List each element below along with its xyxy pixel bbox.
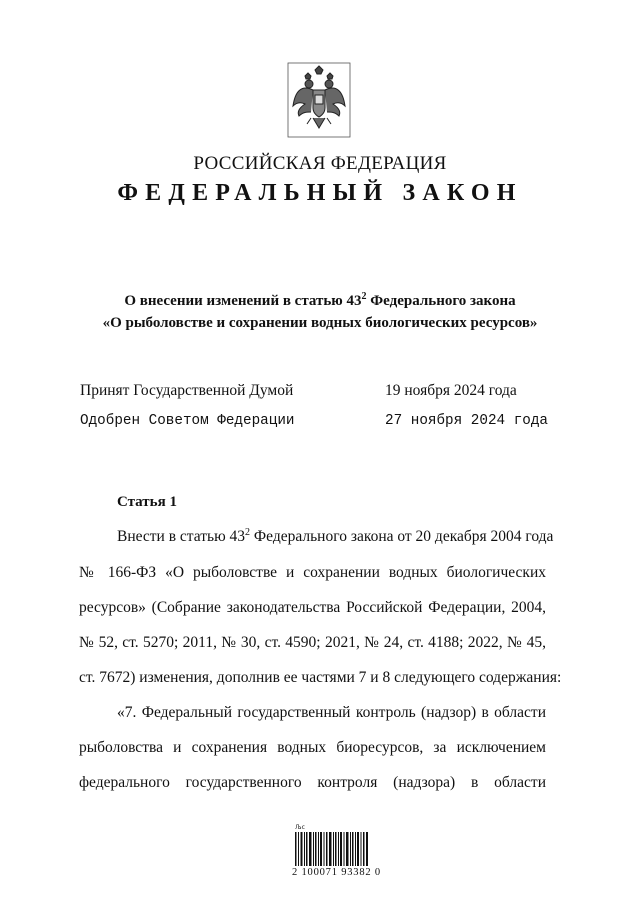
barcode-icon: [293, 823, 371, 866]
law-title-superscript: 2: [361, 291, 367, 302]
article-line-2: № 166-ФЗ «О рыболовстве и сохранении водных биологических: [79, 564, 546, 581]
svg-text:Љс: Љс: [295, 824, 305, 831]
article-line-1-end: Федерального закона от 20 декабря 2004 года: [250, 528, 554, 545]
law-type-heading: ФЕДЕРАЛЬНЫЙ ЗАКОН: [117, 180, 523, 206]
article-line-1: [117, 526, 554, 546]
article-line-1-superscript: 2: [245, 526, 251, 538]
article-line-8: федерального государственного контроля (надзора) в области: [79, 774, 546, 791]
article-line-3: ресурсов» (Собрание законодательства Российской Федерации, 2004,: [79, 599, 546, 616]
law-title-prefix: О внесении изменений в статью 43: [124, 293, 362, 309]
duma-adoption-label: Принят Государственной Думой: [80, 382, 294, 399]
law-title-line-2: «О рыболовстве и сохранении водных биологических ресурсов»: [102, 315, 538, 331]
article-line-7: рыболовства и сохранения водных биоресурсов, за исключением: [79, 739, 546, 756]
council-approval-date: 27 ноября 2024 года: [385, 413, 549, 429]
law-title-suffix: Федерального закона: [366, 293, 516, 309]
article-line-1-start: Внести в статью 43: [117, 528, 246, 545]
article-heading: Статья 1: [117, 494, 177, 510]
law-title-line-1: [0, 293, 640, 310]
article-line-6: «7. Федеральный государственный контроль (надзор) в области: [117, 704, 546, 721]
article-line-4: № 52, ст. 5270; 2011, № 30, ст. 4590; 2021, № 24, ст. 4188; 2022, № 45,: [79, 634, 546, 651]
barcode-number: 2 100071 93382 0: [292, 867, 381, 878]
article-line-5: ст. 7672) изменения, дополнив ее частями 7 и 8 следующего содержания:: [79, 669, 562, 686]
country-name: РОССИЙСКАЯ ФЕДЕРАЦИЯ: [193, 153, 447, 174]
duma-adoption-date: 19 ноября 2024 года: [385, 382, 517, 399]
coat-of-arms-icon: [287, 62, 351, 138]
council-approval-label: Одобрен Советом Федерации: [80, 413, 295, 429]
